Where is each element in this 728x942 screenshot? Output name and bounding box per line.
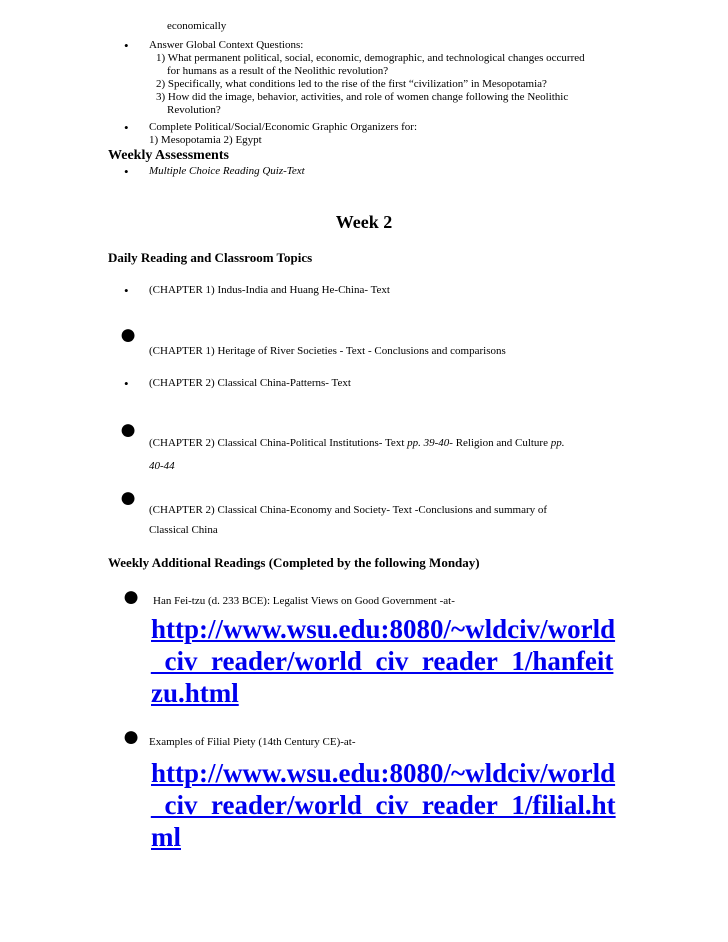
reading-2-link[interactable]: http://www.wsu.edu:8080/~wldciv/world_civ_reader/world_civ_reader_1/filial.html <box>151 758 616 852</box>
reading-1-title: Han Fei-tzu (d. 233 BCE): Legalist Views on Good Government -at- <box>153 595 455 607</box>
bullet-icon: ● <box>119 318 138 351</box>
bullet-icon: • <box>124 38 129 53</box>
bullet-icon: • <box>124 376 129 391</box>
bullet-icon: • <box>124 164 129 179</box>
bullet-icon: ● <box>122 720 141 753</box>
weekly-assessments-heading: Weekly Assessments <box>108 148 229 163</box>
bullet-icon: ● <box>122 580 141 613</box>
week1-item-global-context: Answer Global Context Questions: <box>149 39 304 51</box>
daily-reading-heading: Daily Reading and Classroom Topics <box>108 250 313 265</box>
week1-item-graphic-organizers: Complete Political/Social/Economic Graphic Organizers for: <box>149 121 418 133</box>
topic-4-line-1: (CHAPTER 2) Classical China-Political Institutions- Text pp. 39-40- Religion and Culture pp. <box>149 437 565 449</box>
additional-readings-heading: Weekly Additional Readings (Completed by the following Monday) <box>108 555 480 570</box>
bullet-icon: • <box>124 283 129 298</box>
topic-5-line-2: Classical China <box>149 524 218 536</box>
topic-5-line-1: (CHAPTER 2) Classical China-Economy and Society- Text -Conclusions and summary of <box>149 504 548 516</box>
week1-item-graphic-organizers-sub: 1) Mesopotamia 2) Egypt <box>149 134 262 146</box>
question-3-line-1: 3) How did the image, behavior, activities, and role of women change following the Neolithic <box>156 91 569 103</box>
assessment-item: Multiple Choice Reading Quiz-Text <box>149 165 305 177</box>
reading-2-title: Examples of Filial Piety (14th Century CE)-at- <box>149 736 356 748</box>
topic-1: (CHAPTER 1) Indus-India and Huang He-China- Text <box>149 284 390 296</box>
week-2-title: Week 2 <box>335 212 393 232</box>
question-3-line-2: Revolution? <box>167 104 221 116</box>
bullet-icon: ● <box>119 413 138 446</box>
topic-4-line-2: 40-44 <box>149 460 175 472</box>
question-1-line-1: 1) What permanent political, social, economic, demographic, and technological changes occurred <box>156 52 585 64</box>
bullet-icon: • <box>124 120 129 135</box>
question-2: 2) Specifically, what conditions led to the rise of the first “civilization” in Mesopotamia? <box>156 78 547 90</box>
question-1-line-2: for humans as a result of the Neolithic revolution? <box>167 65 389 77</box>
week1-item-continuation: economically <box>167 20 227 32</box>
reading-1-link[interactable]: http://www.wsu.edu:8080/~wldciv/world_civ_reader/world_civ_reader_1/hanfeitzu.html <box>151 614 616 708</box>
topic-2: (CHAPTER 1) Heritage of River Societies - Text - Conclusions and comparisons <box>149 345 506 357</box>
bullet-icon: ● <box>119 481 138 514</box>
topic-3: (CHAPTER 2) Classical China-Patterns- Text <box>149 377 351 389</box>
